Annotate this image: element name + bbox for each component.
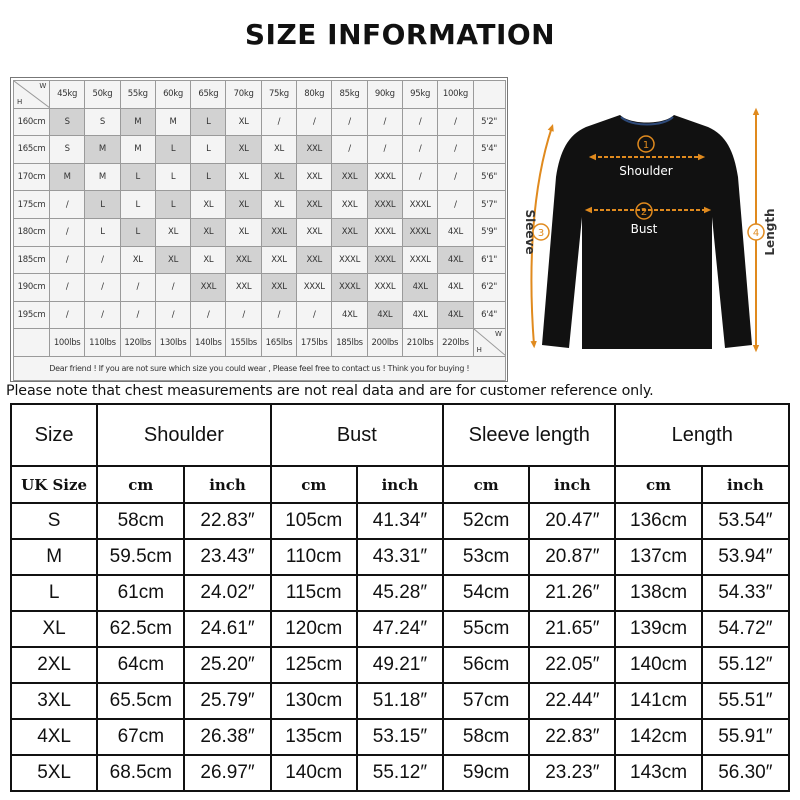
size-label-cell: XL: [11, 611, 97, 647]
size-recommendation-cell: XXL: [297, 246, 332, 274]
size-recommendation-cell: 4XL: [367, 301, 402, 329]
size-recommendation-cell: 4XL: [438, 301, 473, 329]
sleeve-cm-cell: 54cm: [443, 575, 529, 611]
size-recommendation-cell: L: [120, 191, 155, 219]
weight-lbs-label: 210lbs: [402, 329, 437, 357]
header-sleeve-length: Sleeve length: [443, 404, 615, 466]
disclaimer-note: Please note that chest measurements are not real data and are for customer reference only.: [6, 383, 654, 399]
chart-footer-row: [14, 356, 506, 380]
size-recommendation-cell: M: [85, 136, 120, 164]
weight-lbs-label: 120lbs: [120, 329, 155, 357]
sleeve-cm-cell: 55cm: [443, 611, 529, 647]
size-label-cell: 5XL: [11, 755, 97, 791]
size-table-header-row: [11, 404, 789, 466]
height-cm-label: 180cm: [14, 218, 50, 246]
size-recommendation-cell: XXL: [226, 246, 261, 274]
sleeve-cm-cell: 53cm: [443, 539, 529, 575]
height-cm-label: 190cm: [14, 274, 50, 302]
weight-height-chart: [10, 77, 508, 382]
size-recommendation-cell: S: [50, 136, 85, 164]
size-recommendation-cell: /: [367, 136, 402, 164]
shoulder-inch-cell: 23.43″: [184, 539, 270, 575]
size-recommendation-cell: XXXL: [332, 274, 367, 302]
size-recommendation-cell: XXXL: [297, 274, 332, 302]
bust-cm-cell: 135cm: [271, 719, 357, 755]
size-recommendation-cell: XXL: [191, 274, 226, 302]
size-recommendation-cell: L: [191, 108, 226, 136]
size-row: [11, 719, 789, 755]
sleeve-cm-cell: 52cm: [443, 503, 529, 539]
size-recommendation-cell: L: [155, 191, 190, 219]
size-label-cell: 4XL: [11, 719, 97, 755]
shoulder-cm-cell: 64cm: [97, 647, 184, 683]
size-recommendation-cell: /: [402, 136, 437, 164]
size-recommendation-cell: XL: [261, 136, 296, 164]
size-row: [11, 647, 789, 683]
size-label-cell: S: [11, 503, 97, 539]
size-recommendation-cell: L: [120, 163, 155, 191]
weight-kg-header: 60kg: [155, 81, 190, 109]
size-recommendation-cell: L: [155, 136, 190, 164]
size-recommendation-cell: 4XL: [402, 301, 437, 329]
size-recommendation-cell: /: [85, 274, 120, 302]
size-recommendation-cell: 4XL: [438, 218, 473, 246]
height-cm-label: 160cm: [14, 108, 50, 136]
size-recommendation-cell: /: [438, 163, 473, 191]
size-recommendation-cell: XXL: [261, 274, 296, 302]
corner-height-label: H: [17, 97, 22, 106]
sleeve-cm-cell: 56cm: [443, 647, 529, 683]
size-recommendation-cell: XL: [261, 163, 296, 191]
weight-lbs-label: 200lbs: [367, 329, 402, 357]
size-recommendation-cell: XXXL: [367, 163, 402, 191]
height-cm-label: 175cm: [14, 191, 50, 219]
height-cm-label: 165cm: [14, 136, 50, 164]
height-row: [14, 246, 506, 274]
size-recommendation-cell: XXL: [332, 218, 367, 246]
sleeve-inch-cell: 22.44″: [529, 683, 615, 719]
height-ft-label: 6'4": [473, 301, 505, 329]
size-recommendation-cell: XL: [261, 191, 296, 219]
size-recommendation-cell: /: [50, 218, 85, 246]
size-recommendation-cell: /: [332, 108, 367, 136]
size-recommendation-cell: L: [191, 136, 226, 164]
size-recommendation-cell: XXL: [332, 163, 367, 191]
shoulder-inch-cell: 26.97″: [184, 755, 270, 791]
size-recommendation-cell: 4XL: [332, 301, 367, 329]
size-recommendation-cell: /: [50, 191, 85, 219]
height-ft-label: 6'1": [473, 246, 505, 274]
weight-kg-header: 75kg: [261, 81, 296, 109]
size-recommendation-cell: L: [155, 163, 190, 191]
header-length: Length: [615, 404, 789, 466]
weight-height-table: [13, 80, 506, 381]
size-recommendation-cell: XXL: [297, 191, 332, 219]
size-recommendation-cell: /: [438, 136, 473, 164]
shoulder-cm-cell: 58cm: [97, 503, 184, 539]
weight-kg-header: 65kg: [191, 81, 226, 109]
bust-cm-cell: 140cm: [271, 755, 357, 791]
sleeve-number: 3: [537, 228, 545, 239]
shoulder-inch-cell: 25.20″: [184, 647, 270, 683]
size-recommendation-cell: XL: [226, 136, 261, 164]
length-cm-cell: 140cm: [615, 647, 701, 683]
weight-kg-header: 70kg: [226, 81, 261, 109]
length-inch-cell: 54.72″: [702, 611, 789, 647]
lbs-corner-cell: [473, 329, 505, 357]
size-recommendation-cell: XL: [155, 218, 190, 246]
size-recommendation-cell: /: [261, 301, 296, 329]
height-ft-label: 5'2": [473, 108, 505, 136]
size-recommendation-cell: XXL: [332, 191, 367, 219]
weight-lbs-row: [14, 329, 506, 357]
sleeve-inch-cell: 20.47″: [529, 503, 615, 539]
lbs-corner-h: H: [476, 345, 482, 354]
page-title: SIZE INFORMATION: [244, 18, 556, 51]
sleeve-inch-cell: 23.23″: [529, 755, 615, 791]
bust-cm-cell: 130cm: [271, 683, 357, 719]
length-cm-cell: 142cm: [615, 719, 701, 755]
size-recommendation-cell: /: [367, 108, 402, 136]
size-recommendation-cell: XXXL: [402, 246, 437, 274]
size-recommendation-cell: XL: [191, 218, 226, 246]
shoulder-inch-cell: 25.79″: [184, 683, 270, 719]
size-recommendation-cell: 4XL: [402, 274, 437, 302]
chart-footer-text: Dear friend ! If you are not sure which size you could wear , Please feel free to contact us ! Think you for buying !: [14, 356, 506, 380]
size-recommendation-cell: XXL: [261, 246, 296, 274]
subheader-cm: cm: [271, 466, 357, 503]
height-cm-label: 195cm: [14, 301, 50, 329]
length-label: Length: [763, 208, 777, 256]
empty-header-cell: [473, 81, 505, 109]
size-recommendation-cell: /: [226, 301, 261, 329]
size-row: [11, 575, 789, 611]
weight-kg-header: 45kg: [50, 81, 85, 109]
subheader-inch: inch: [357, 466, 443, 503]
header-shoulder: Shoulder: [97, 404, 270, 466]
size-recommendation-cell: XL: [226, 163, 261, 191]
height-row: [14, 301, 506, 329]
size-label-cell: 2XL: [11, 647, 97, 683]
shoulder-number: 1: [642, 140, 650, 151]
shoulder-cm-cell: 61cm: [97, 575, 184, 611]
size-recommendation-cell: /: [155, 301, 190, 329]
weight-lbs-label: 155lbs: [226, 329, 261, 357]
size-recommendation-cell: XXXL: [367, 246, 402, 274]
size-recommendation-cell: XXXL: [402, 191, 437, 219]
bust-cm-cell: 120cm: [271, 611, 357, 647]
sleeve-cm-cell: 57cm: [443, 683, 529, 719]
subheader-inch: inch: [529, 466, 615, 503]
bust-inch-cell: 53.15″: [357, 719, 443, 755]
size-recommendation-cell: L: [191, 163, 226, 191]
shoulder-inch-cell: 24.02″: [184, 575, 270, 611]
size-recommendation-cell: XXXL: [367, 218, 402, 246]
shirt-measurement-diagram: [512, 77, 792, 382]
height-cm-label: 185cm: [14, 246, 50, 274]
size-recommendation-cell: 4XL: [438, 274, 473, 302]
size-recommendation-cell: L: [120, 218, 155, 246]
size-recommendation-cell: XL: [191, 246, 226, 274]
size-recommendation-cell: /: [85, 246, 120, 274]
bust-inch-cell: 55.12″: [357, 755, 443, 791]
size-recommendation-cell: M: [50, 163, 85, 191]
size-recommendation-cell: XL: [226, 218, 261, 246]
size-recommendation-cell: /: [120, 274, 155, 302]
size-recommendation-cell: XXL: [297, 163, 332, 191]
bust-inch-cell: 41.34″: [357, 503, 443, 539]
size-recommendation-cell: S: [50, 108, 85, 136]
bust-label: Bust: [630, 222, 658, 236]
size-row: [11, 539, 789, 575]
length-cm-cell: 138cm: [615, 575, 701, 611]
height-ft-label: 5'7": [473, 191, 505, 219]
size-recommendation-cell: XXXL: [332, 246, 367, 274]
weight-lbs-label: 185lbs: [332, 329, 367, 357]
size-recommendation-cell: XL: [120, 246, 155, 274]
length-cm-cell: 137cm: [615, 539, 701, 575]
sleeve-label: Sleeve: [523, 209, 537, 255]
size-recommendation-cell: XL: [155, 246, 190, 274]
length-inch-cell: 53.54″: [702, 503, 789, 539]
corner-weight-label: W: [39, 82, 46, 90]
size-recommendation-cell: /: [85, 301, 120, 329]
size-recommendation-cell: M: [120, 136, 155, 164]
size-recommendation-cell: S: [85, 108, 120, 136]
chart-corner-cell: [14, 81, 50, 109]
bust-cm-cell: 115cm: [271, 575, 357, 611]
bust-cm-cell: 110cm: [271, 539, 357, 575]
height-row: [14, 191, 506, 219]
size-recommendation-cell: XXXL: [367, 191, 402, 219]
size-recommendation-cell: /: [261, 108, 296, 136]
weight-lbs-label: 140lbs: [191, 329, 226, 357]
size-recommendation-cell: XXL: [297, 136, 332, 164]
weight-kg-header: 50kg: [85, 81, 120, 109]
sleeve-inch-cell: 21.65″: [529, 611, 615, 647]
header-size: Size: [11, 404, 97, 466]
height-row: [14, 108, 506, 136]
height-ft-label: 5'9": [473, 218, 505, 246]
size-recommendation-cell: M: [120, 108, 155, 136]
length-inch-cell: 56.30″: [702, 755, 789, 791]
length-cm-cell: 143cm: [615, 755, 701, 791]
sleeve-inch-cell: 20.87″: [529, 539, 615, 575]
shoulder-inch-cell: 26.38″: [184, 719, 270, 755]
header-bust: Bust: [271, 404, 443, 466]
size-recommendation-cell: /: [155, 274, 190, 302]
weight-kg-header: 55kg: [120, 81, 155, 109]
size-recommendation-cell: /: [50, 246, 85, 274]
shirt-illustration: [512, 77, 792, 382]
sleeve-inch-cell: 21.26″: [529, 575, 615, 611]
bust-inch-cell: 51.18″: [357, 683, 443, 719]
size-recommendation-cell: XL: [226, 108, 261, 136]
weight-kg-header: 95kg: [402, 81, 437, 109]
size-row: [11, 503, 789, 539]
lbs-corner-w: W: [494, 330, 502, 339]
size-label-cell: L: [11, 575, 97, 611]
length-inch-cell: 55.51″: [702, 683, 789, 719]
length-inch-cell: 55.91″: [702, 719, 789, 755]
size-recommendation-cell: M: [155, 108, 190, 136]
size-recommendation-cell: XXL: [297, 218, 332, 246]
shoulder-cm-cell: 67cm: [97, 719, 184, 755]
length-inch-cell: 54.33″: [702, 575, 789, 611]
size-recommendation-cell: /: [438, 108, 473, 136]
size-recommendation-cell: L: [85, 191, 120, 219]
size-recommendation-cell: /: [402, 108, 437, 136]
bust-inch-cell: 45.28″: [357, 575, 443, 611]
length-cm-cell: 139cm: [615, 611, 701, 647]
height-row: [14, 218, 506, 246]
size-recommendation-cell: M: [85, 163, 120, 191]
size-recommendation-cell: L: [85, 218, 120, 246]
weight-kg-header: 100kg: [438, 81, 473, 109]
size-recommendation-cell: /: [120, 301, 155, 329]
sleeve-inch-cell: 22.05″: [529, 647, 615, 683]
weight-lbs-label: 100lbs: [50, 329, 85, 357]
subheader-cm: cm: [615, 466, 701, 503]
weight-header-row: [14, 81, 506, 109]
length-number: 4: [752, 228, 760, 239]
height-ft-label: 6'2": [473, 274, 505, 302]
subheader-cm: cm: [97, 466, 184, 503]
weight-kg-header: 85kg: [332, 81, 367, 109]
shoulder-label: Shoulder: [619, 164, 673, 178]
sleeve-cm-cell: 58cm: [443, 719, 529, 755]
bust-inch-cell: 43.31″: [357, 539, 443, 575]
size-recommendation-cell: XXXL: [402, 218, 437, 246]
shoulder-cm-cell: 65.5cm: [97, 683, 184, 719]
length-cm-cell: 136cm: [615, 503, 701, 539]
size-recommendation-cell: /: [191, 301, 226, 329]
size-recommendation-cell: /: [50, 274, 85, 302]
weight-lbs-label: 175lbs: [297, 329, 332, 357]
length-inch-cell: 53.94″: [702, 539, 789, 575]
length-cm-cell: 141cm: [615, 683, 701, 719]
size-row: [11, 755, 789, 791]
empty-lbs-cell: [14, 329, 50, 357]
bust-number: 2: [640, 207, 648, 218]
subheader-uk-size: UK Size: [11, 466, 97, 503]
sleeve-inch-cell: 22.83″: [529, 719, 615, 755]
weight-lbs-label: 130lbs: [155, 329, 190, 357]
bust-cm-cell: 125cm: [271, 647, 357, 683]
bust-inch-cell: 49.21″: [357, 647, 443, 683]
size-label-cell: M: [11, 539, 97, 575]
size-recommendation-cell: XXL: [261, 218, 296, 246]
weight-lbs-label: 220lbs: [438, 329, 473, 357]
shoulder-cm-cell: 59.5cm: [97, 539, 184, 575]
size-recommendation-cell: XXXL: [367, 274, 402, 302]
size-recommendation-cell: /: [297, 301, 332, 329]
bust-cm-cell: 105cm: [271, 503, 357, 539]
shoulder-inch-cell: 24.61″: [184, 611, 270, 647]
size-recommendation-cell: XL: [191, 191, 226, 219]
subheader-cm: cm: [443, 466, 529, 503]
size-recommendation-cell: /: [297, 108, 332, 136]
size-recommendation-cell: /: [438, 191, 473, 219]
size-row: [11, 611, 789, 647]
size-table-unit-row: [11, 466, 789, 503]
height-ft-label: 5'4": [473, 136, 505, 164]
size-recommendation-cell: XL: [226, 191, 261, 219]
size-recommendation-cell: /: [402, 163, 437, 191]
weight-kg-header: 80kg: [297, 81, 332, 109]
length-inch-cell: 55.12″: [702, 647, 789, 683]
size-row: [11, 683, 789, 719]
size-recommendation-cell: XXL: [226, 274, 261, 302]
weight-lbs-label: 110lbs: [85, 329, 120, 357]
height-ft-label: 5'6": [473, 163, 505, 191]
size-label-cell: 3XL: [11, 683, 97, 719]
size-recommendation-cell: /: [50, 301, 85, 329]
height-row: [14, 136, 506, 164]
height-cm-label: 170cm: [14, 163, 50, 191]
size-table: [10, 403, 790, 792]
shoulder-cm-cell: 62.5cm: [97, 611, 184, 647]
weight-kg-header: 90kg: [367, 81, 402, 109]
subheader-inch: inch: [184, 466, 270, 503]
shoulder-inch-cell: 22.83″: [184, 503, 270, 539]
bust-inch-cell: 47.24″: [357, 611, 443, 647]
height-row: [14, 163, 506, 191]
shoulder-cm-cell: 68.5cm: [97, 755, 184, 791]
size-recommendation-cell: 4XL: [438, 246, 473, 274]
subheader-inch: inch: [702, 466, 789, 503]
height-row: [14, 274, 506, 302]
sleeve-cm-cell: 59cm: [443, 755, 529, 791]
size-recommendation-cell: /: [332, 136, 367, 164]
weight-lbs-label: 165lbs: [261, 329, 296, 357]
